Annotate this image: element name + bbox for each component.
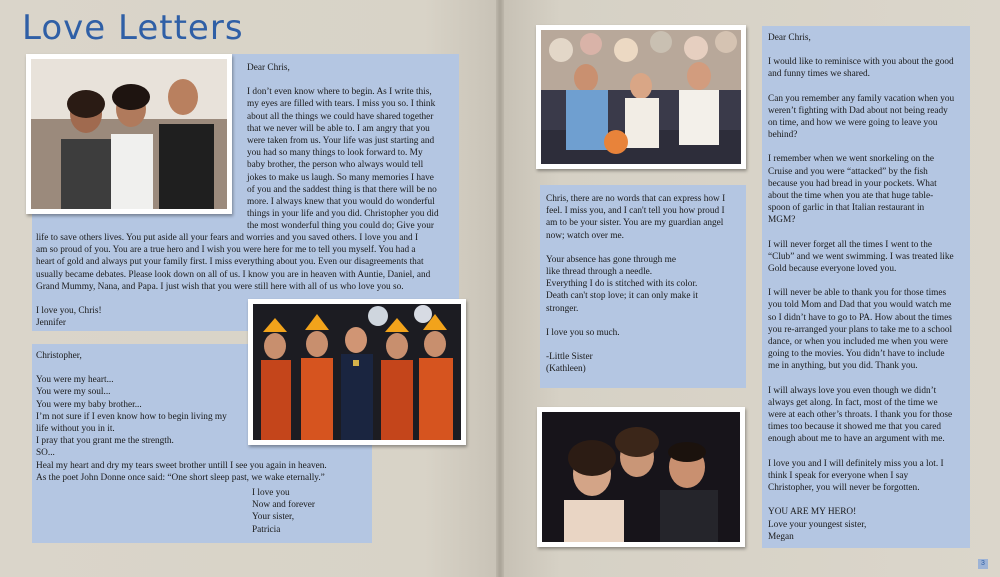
letter-line: spoon of garlic in that Italian restaurant in [768, 203, 925, 214]
page-gutter [496, 0, 504, 577]
letter-line: You were my heart... [36, 375, 114, 386]
letter-line: you told Mom and Dad that you would watch me [768, 300, 952, 311]
letter-closing-line: I love you [252, 488, 290, 498]
photo-stuffed-animals [536, 25, 746, 169]
letter-line: MGM? [768, 215, 796, 226]
letter-line: Can you remember any family vacation when you [768, 93, 955, 104]
letter-line: Heal my heart and dry my tears sweet brother untill I see you again in heaven. [36, 460, 327, 471]
letter-line: Christopher, you will never be forgotten. [768, 483, 920, 494]
letter-line: life without you in it. [36, 424, 115, 435]
letter-line: I remember when we went snorkeling on the [768, 154, 935, 165]
letter-line: You were my baby brother... [36, 399, 142, 410]
letter-paragraph [768, 239, 968, 276]
letter-closing-line: YOU ARE MY HERO! [768, 507, 857, 518]
letter-line: were taken from us. Your life was just starting and [247, 136, 435, 147]
letter-line: and funny times we shared. [768, 69, 870, 80]
letter-line: were at each other’s throats. I thank you for those [768, 410, 953, 421]
letter-jennifer-wrap [247, 62, 452, 233]
photo-siblings-image [542, 412, 740, 542]
letter-paragraph [768, 287, 968, 372]
letter-closing-line: Your sister, [252, 512, 295, 523]
letter-line: think I speak for everyone when I say [768, 470, 909, 481]
letter-greeting: Christopher, [36, 351, 82, 361]
letter-body [546, 193, 742, 242]
letter-signature [546, 351, 742, 375]
letter-line: You were my soul... [36, 387, 111, 398]
letter-paragraph [768, 385, 968, 446]
letter-closing-line: Megan [768, 531, 794, 542]
letter-line: you re-arranged your plans to take me to a school [768, 324, 953, 335]
photo-stuffed-animals-image [541, 30, 741, 164]
letter-line: always get along. In fact, most of the time we [768, 397, 938, 408]
photo-costume-group [248, 299, 466, 445]
letter-line: I will never be able to thank you for those times [768, 288, 947, 299]
letter-closing-line: Now and forever [252, 500, 315, 511]
signature-line: (Kathleen) [546, 364, 586, 375]
poem-line: stronger. [546, 303, 579, 314]
letter-paragraph [768, 93, 968, 142]
letter-line: SO... [36, 448, 55, 459]
letter-line: As the poet John Donne once said: “One short sleep past, we wake eternally.” [36, 472, 325, 483]
letter-line: I will always love you even though we didn’t [768, 385, 937, 396]
letter-kathleen [540, 185, 746, 388]
signature-line: -Little Sister [546, 352, 593, 363]
letter-line: going to the movies. You didn’t have to include [768, 349, 945, 360]
letter-paragraph [768, 458, 968, 495]
letter-signature: Jennifer [36, 318, 66, 329]
page-number: 3 [978, 559, 988, 569]
letter-line: enough about me to have an argument with me. [768, 434, 945, 445]
letter-line: Chris, there are no words that can express how I [546, 194, 726, 204]
letter-line: of you and the saddest thing is that there will be no [247, 184, 437, 195]
letter-greeting: Dear Chris, [768, 33, 811, 43]
letter-line: that we never will be able to. I am angry that you [247, 123, 430, 134]
page-title: Love Letters [22, 8, 244, 48]
letter-closing-line: Patricia [252, 524, 281, 535]
photo-family-three [26, 54, 232, 214]
letter-paragraph [768, 153, 968, 226]
letter-poem [546, 254, 742, 315]
poem-line: Death can't stop love; it can only make it [546, 291, 698, 302]
letter-line: about the time when you ate that huge table- [768, 191, 934, 202]
letter-line: because you had bread in your pockets. What [768, 178, 937, 189]
letter-line: “Club” and we went swimming. I was treated like [768, 251, 954, 262]
letter-line: Cruise and you were “attacked” by the fish [768, 166, 928, 177]
letter-line: I’m not sure if I even know how to begin living my [36, 411, 227, 422]
letter-body-full [36, 232, 456, 293]
letter-line: heart of gold and always put your family first. I miss everything about you. Even our disagreements that [36, 257, 424, 268]
letter-line: now; watch over me. [546, 230, 624, 241]
letter-line: I pray that you grant me the strength. [36, 436, 174, 447]
letter-line: I would like to reminisce with you about the good [768, 57, 954, 68]
letter-line: so I didn’t have to go to PA. How about the times [768, 312, 952, 323]
letter-line: dance, or when you included me when you were [768, 337, 948, 348]
letter-jennifer-closing [36, 305, 102, 329]
letter-line: the most wonderful thing you could do; Give your [247, 221, 434, 232]
photo-siblings [537, 407, 745, 547]
letter-line: am to be your sister. You are my guardian angel [546, 218, 724, 229]
letter-line: about all the things we could have shared together [247, 111, 434, 122]
letter-closing-line: Love your youngest sister, [768, 519, 867, 530]
letter-line: am so proud of you. You are a true hero and I wish you were here for me to tell you myself. You had a [36, 245, 416, 256]
letter-line: times too because it showed me that you cared [768, 422, 941, 433]
letter-megan [762, 26, 970, 548]
letter-body [768, 56, 968, 506]
letter-line: I will never forget all the times I went to the [768, 239, 933, 250]
letter-line: Gold because everyone loved you. [768, 264, 897, 275]
letter-line: me in anything, but you did. Thank you. [768, 361, 918, 372]
letter-body-wrapped [247, 86, 452, 232]
letter-paragraph [768, 56, 968, 80]
letter-line: on time, and how we were going to leave you [768, 118, 938, 129]
letter-line: feel. I miss you, and I can't tell you how proud I [546, 206, 725, 217]
letter-line: jokes to make us laugh. So many memories I have [247, 172, 434, 183]
poem-line: like thread through a needle. [546, 267, 653, 278]
letter-line: baby brother, the person who always would tell [247, 160, 424, 171]
poem-line: Everything I do is stitched with its color. [546, 279, 698, 290]
letter-greeting: Dear Chris, [247, 63, 290, 73]
letter-line: my eyes are filled with tears. I miss you so. I think [247, 99, 436, 110]
letter-megan-closing [768, 506, 968, 543]
letter-line: things in your life and you did. Christopher you did [247, 209, 439, 220]
letter-line: you had so many things to look forward to. My [247, 148, 423, 159]
letter-line: more. I always knew that you would do wonderful [247, 197, 435, 208]
letter-line: I don’t even know where to begin. As I write this, [247, 87, 432, 98]
letter-line: Grand Mummy, Nana, and Papa. I just wish that you were still here with all of us who love you so. [36, 281, 404, 292]
letter-line: behind? [768, 130, 798, 141]
photo-costume-group-image [253, 304, 461, 440]
poem-line: Your absence has gone through me [546, 254, 676, 265]
photo-family-three-image [31, 59, 227, 209]
letter-line: usually became debates. Please look down on all of us. I know you are in heaven with Auntie, Daniel, and [36, 269, 431, 280]
letter-closing: I love you, Chris! [36, 306, 102, 316]
letter-patricia-closing [252, 487, 315, 536]
letter-line: life to save others lives. You put aside all your fears and worries and you saved others. I love you and I [36, 233, 419, 243]
letter-line: weren’t fighting with Dad about not being ready [768, 105, 948, 116]
letter-line: I love you and I will definitely miss you a lot. I [768, 458, 944, 469]
letter-closing: I love you so much. [546, 327, 620, 338]
